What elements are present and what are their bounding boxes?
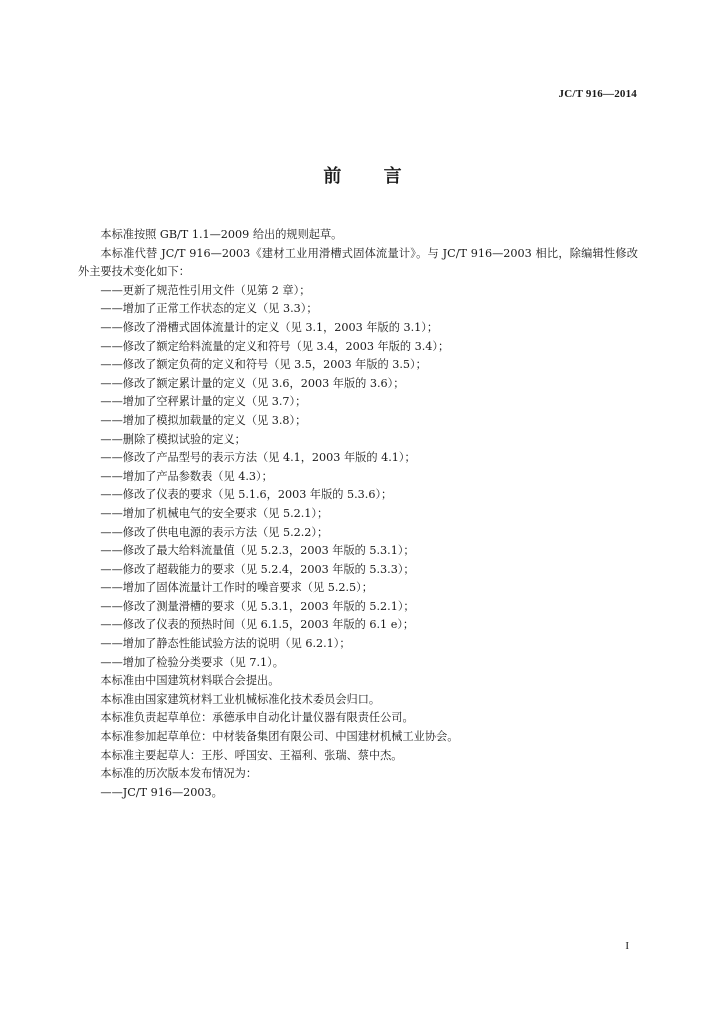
list-item: ——修改了额定给料流量的定义和符号（见 3.4，2003 年版的 3.4）； xyxy=(100,339,450,353)
list-item: ——修改了额定累计量的定义（见 3.6，2003 年版的 3.6）； xyxy=(100,376,405,390)
paragraph: 本标准代替 JC/T 916—2003《建材工业用滑槽式固体流量计》。与 JC/T 916—2003 相比，除编辑性修改外主要技术变化如下： xyxy=(78,246,638,279)
list-item: ——修改了产品型号的表示方法（见 4.1，2003 年版的 4.1）； xyxy=(100,451,416,465)
list-item: ——增加了产品参数表（见 4.3）； xyxy=(100,469,273,483)
list-item: ——增加了静态性能试验方法的说明（见 6.2.1）； xyxy=(100,637,351,651)
paragraph: 本标准负责起草单位：承德承申自动化计量仪器有限责任公司。 xyxy=(100,711,414,725)
list-item: ——增加了机械电气的安全要求（见 5.2.1）； xyxy=(100,506,329,520)
list-item: ——修改了仪表的要求（见 5.1.6，2003 年版的 5.3.6）； xyxy=(100,488,393,502)
list-item: ——修改了仪表的预热时间（见 6.1.5，2003 年版的 6.1 e）； xyxy=(100,618,415,632)
document-body xyxy=(78,226,638,802)
list-item: ——修改了供电电源的表示方法（见 5.2.2）； xyxy=(100,525,329,539)
list-item: ——增加了固体流量计工作时的噪音要求（见 5.2.5）； xyxy=(100,581,373,595)
list-item: ——更新了规范性引用文件（见第 2 章）； xyxy=(100,283,311,297)
list-item: ——增加了模拟加载量的定义（见 3.8）； xyxy=(100,413,307,427)
list-item: ——增加了正常工作状态的定义（见 3.3）； xyxy=(100,302,318,316)
page-title: 前 言 xyxy=(323,166,420,187)
list-item: ——修改了滑槽式固体流量计的定义（见 3.1，2003 年版的 3.1）； xyxy=(100,320,439,334)
standard-code: JC/T 916—2014 xyxy=(558,88,637,100)
list-item: ——修改了额定负荷的定义和符号（见 3.5，2003 年版的 3.5）； xyxy=(100,358,427,372)
paragraph: 本标准主要起草人：王彤、呼国安、王福利、张瑞、蔡中杰。 xyxy=(100,748,403,762)
list-item: ——修改了超载能力的要求（见 5.2.4，2003 年版的 5.3.3）； xyxy=(100,562,415,576)
list-item: ——增加了检验分类要求（见 7.1）。 xyxy=(100,655,284,669)
page-number: I xyxy=(625,940,629,952)
list-item: ——增加了空秤累计量的定义（见 3.7）； xyxy=(100,395,307,409)
paragraph: 本标准参加起草单位：中材装备集团有限公司、中国建材机械工业协会。 xyxy=(100,730,459,744)
paragraph: 本标准的历次版本发布情况为： xyxy=(100,767,258,781)
history-item: ——JC/T 916—2003。 xyxy=(100,785,223,799)
paragraph: 本标准由中国建筑材料联合会提出。 xyxy=(100,674,280,688)
paragraph: 本标准按照 GB/T 1.1—2009 给出的规则起草。 xyxy=(100,228,343,241)
list-item: ——删除了模拟试验的定义； xyxy=(100,432,246,446)
paragraph: 本标准由国家建筑材料工业机械标准化技术委员会归口。 xyxy=(100,692,381,706)
list-item: ——修改了最大给料流量值（见 5.2.3，2003 年版的 5.3.1）； xyxy=(100,544,415,558)
list-item: ——修改了测量滑槽的要求（见 5.3.1，2003 年版的 5.2.1）； xyxy=(100,599,415,613)
change-list xyxy=(78,282,638,672)
